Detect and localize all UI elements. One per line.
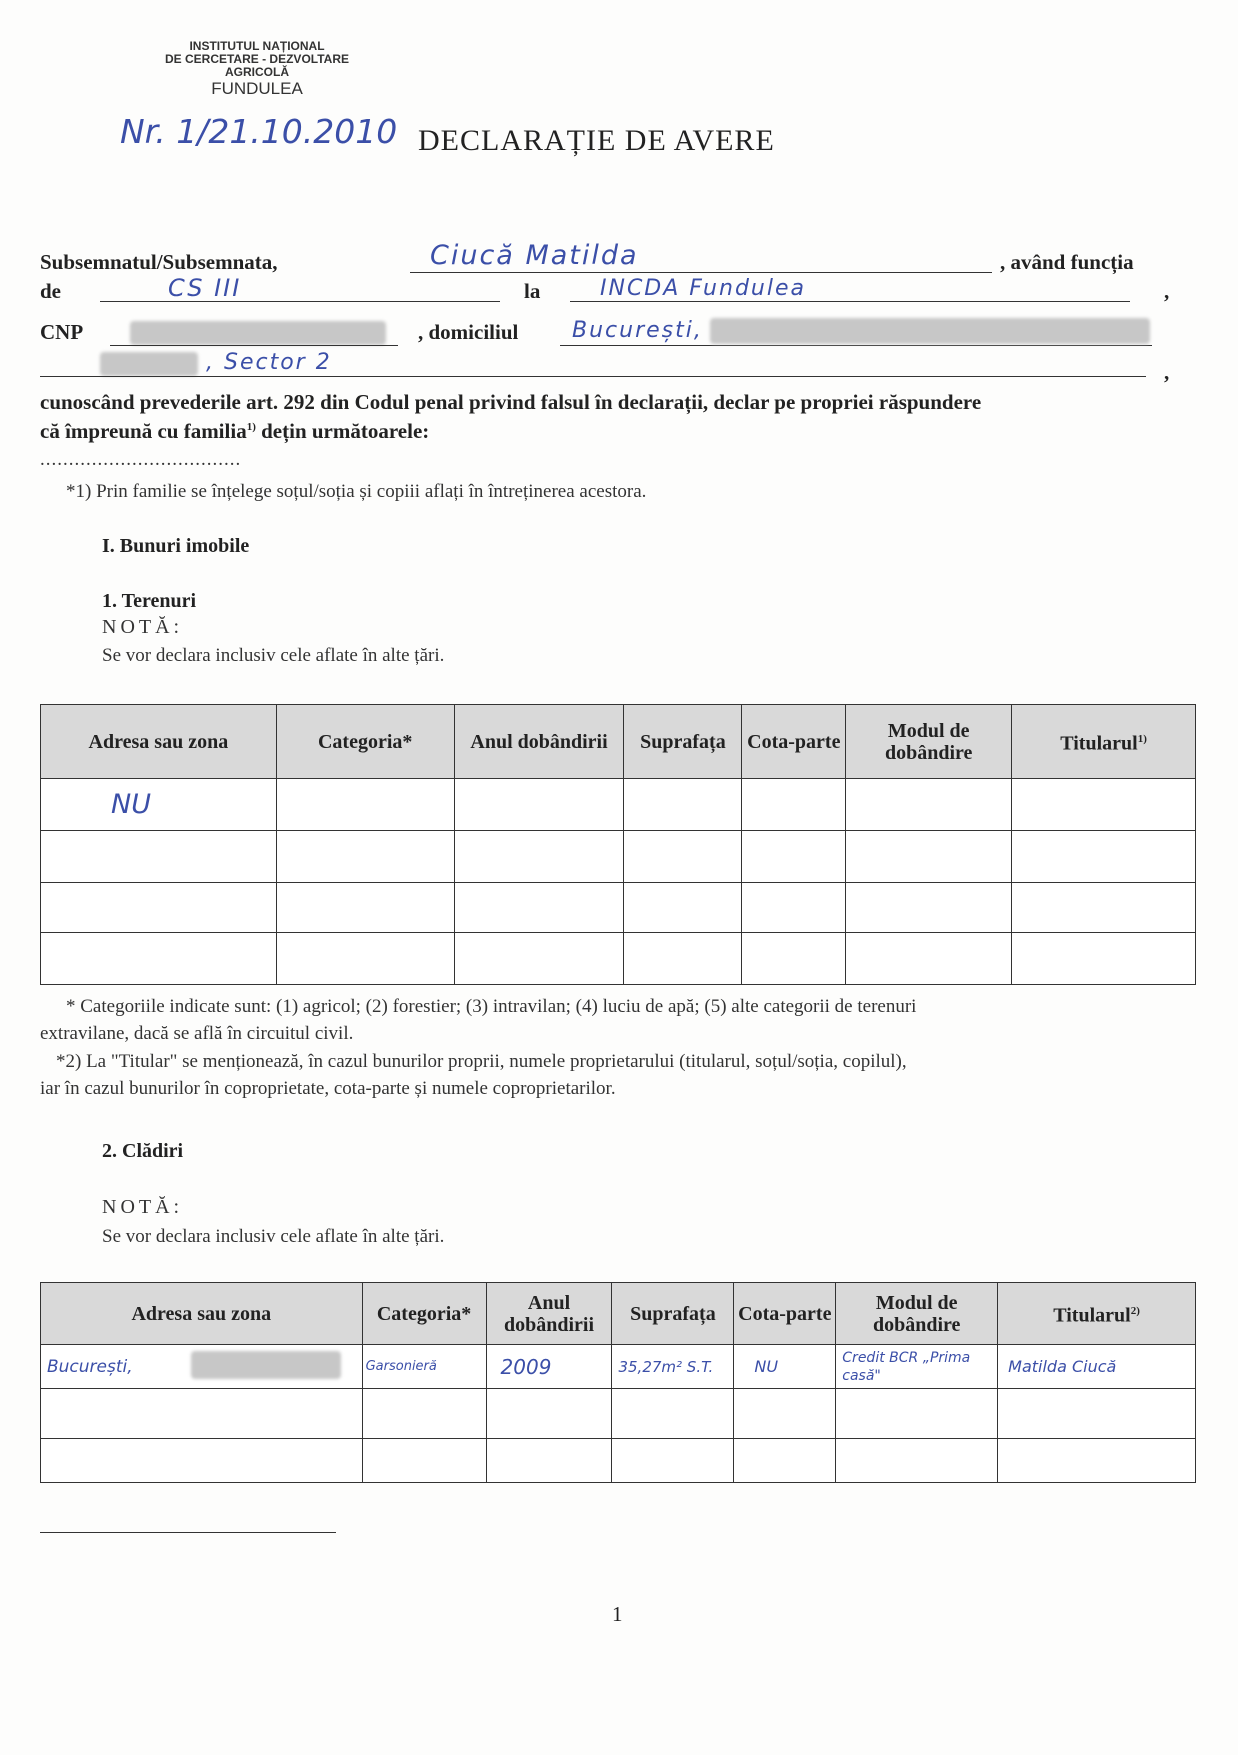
categorii-note-line-2: extravilane, dacă se află în circuitul civil. [40, 1023, 354, 1044]
cladiri-header-row [41, 1283, 1196, 1345]
page-number: 1 [612, 1602, 623, 1626]
table-cell: Matilda Ciucă [998, 1345, 1196, 1389]
intro-paragraph [40, 390, 1200, 444]
stamp-line-2: DE CERCETARE - DEZVOLTARE [164, 52, 349, 66]
header-modul: Modul de dobândire [836, 1283, 998, 1345]
table-cell [276, 779, 454, 831]
table-cell [362, 1439, 486, 1483]
table-cell [41, 933, 277, 985]
stamp-line-3: AGRICOLĂ [225, 65, 289, 79]
header-titularul-text: Titularul [1053, 1304, 1131, 1327]
table-cell [41, 883, 277, 933]
table-cell [612, 1389, 734, 1439]
titular-note-line-2: iar în cazul bunurilor în coproprietate, cota-parte și numele coproprietarilor. [40, 1078, 616, 1099]
header-adresa: Adresa sau zona [41, 705, 277, 779]
header-anul: Anul dobândirii [454, 705, 624, 779]
header-suprafata: Suprafața [624, 705, 742, 779]
nota-label-1: NOTĂ: [102, 616, 184, 638]
table-cell [1012, 933, 1196, 985]
table-cell [836, 1389, 998, 1439]
table-cell [624, 779, 742, 831]
domiciliul-underline [560, 345, 1152, 346]
cladiri-table [40, 1282, 1196, 1483]
institution-stamp [142, 40, 372, 99]
footnote-divider: ................................... [40, 449, 242, 470]
name-value: Ciucă Matilda [430, 240, 639, 271]
table-cell: NU [41, 779, 277, 831]
intro-line-2 [40, 415, 1200, 444]
header-cota-parte: Cota-parte [734, 1283, 836, 1345]
nota-text-2: Se vor declara inclusiv cele aflate în alte țări. [102, 1226, 445, 1247]
address-underline-2 [40, 376, 1146, 377]
table-row [41, 1389, 1196, 1439]
table-cell [624, 883, 742, 933]
name-underline [410, 272, 992, 273]
header-titularul-sup: 1) [1137, 733, 1147, 746]
table-cell [276, 883, 454, 933]
comma-1: , [1164, 279, 1170, 303]
table-cell [41, 831, 277, 883]
table-cell [846, 779, 1012, 831]
cell-adresa-value: București, [47, 1356, 133, 1377]
address-redacted-2 [100, 352, 198, 376]
table-cell [846, 933, 1012, 985]
functia-underline [100, 301, 500, 302]
table-row [41, 831, 1196, 883]
table-row [41, 1345, 1196, 1389]
footer-rule [40, 1532, 336, 1533]
de-label: de [40, 279, 61, 303]
header-titularul [998, 1283, 1196, 1345]
stamp-line-1: INSTITUTUL NAȚIONAL [189, 39, 325, 53]
cnp-underline [110, 345, 398, 346]
table-cell [41, 1389, 363, 1439]
address-redacted [710, 318, 1150, 344]
nota-text-1: Se vor declara inclusiv cele aflate în alte țări. [102, 645, 445, 666]
table-cell [846, 883, 1012, 933]
header-categoria: Categoria* [276, 705, 454, 779]
table-cell: Credit BCR „Prima casă" [836, 1345, 998, 1389]
table-cell [454, 831, 624, 883]
cnp-redacted [130, 321, 386, 345]
registration-number: Nr. 1/21.10.2010 [120, 112, 398, 151]
table-cell: 35,27m² S.T. [612, 1345, 734, 1389]
table-cell [624, 831, 742, 883]
la-label: la [524, 279, 541, 303]
intro-line-2a: că împreună cu familia [40, 419, 247, 443]
table-cell [276, 933, 454, 985]
header-modul: Modul de dobândire [846, 705, 1012, 779]
table-cell [734, 1389, 836, 1439]
header-anul: Anul dobândirii [486, 1283, 612, 1345]
table-cell [454, 883, 624, 933]
table-cell [612, 1439, 734, 1483]
table-cell: NU [734, 1345, 836, 1389]
functia-label: , având funcția [1000, 250, 1134, 274]
comma-2: , [1164, 360, 1170, 384]
address-redacted-3 [191, 1351, 341, 1379]
table-cell [846, 831, 1012, 883]
table-cell [486, 1389, 612, 1439]
table-cell [742, 933, 846, 985]
la-value: INCDA Fundulea [600, 276, 806, 301]
table-cell [742, 883, 846, 933]
table-cell [41, 1439, 363, 1483]
sector-value: , Sector 2 [206, 350, 332, 375]
table-cell [1012, 831, 1196, 883]
table-cell [836, 1439, 998, 1483]
table-cell [454, 779, 624, 831]
subsection-terenuri: 1. Terenuri [102, 590, 197, 612]
cnp-label: CNP [40, 320, 84, 344]
table-cell [998, 1439, 1196, 1483]
table-cell [486, 1439, 612, 1483]
header-adresa: Adresa sau zona [41, 1283, 363, 1345]
domiciliul-label: , domiciliul [418, 320, 519, 344]
header-titularul-sup: 2) [1130, 1305, 1140, 1318]
table-cell [41, 1345, 363, 1389]
terenuri-table [40, 704, 1196, 985]
table-cell [734, 1439, 836, 1483]
table-cell: Garsonieră [362, 1345, 486, 1389]
table-cell [742, 779, 846, 831]
nota-label-2: NOTĂ: [102, 1196, 184, 1218]
header-suprafata: Suprafața [612, 1283, 734, 1345]
header-titularul-text: Titularul [1060, 732, 1138, 755]
categorii-note-line-1: * Categoriile indicate sunt: (1) agricol; (2) forestier; (3) intravilan; (4) luciu de apă; (5) alte categorii de terenuri [66, 996, 917, 1017]
section-heading-bunuri-imobile: I. Bunuri imobile [102, 535, 250, 557]
table-cell: 2009 [486, 1345, 612, 1389]
header-cota-parte: Cota-parte [742, 705, 846, 779]
table-row [41, 933, 1196, 985]
subsemnatul-label: Subsemnatul/Subsemnata, [40, 250, 278, 274]
header-categoria: Categoria* [362, 1283, 486, 1345]
table-cell [624, 933, 742, 985]
footnote-1: *1) Prin familie se înțelege soțul/soția și copiii aflați în întreținerea acestora. [66, 481, 647, 502]
intro-line-2b: dețin următoarele: [255, 419, 430, 443]
table-cell [454, 933, 624, 985]
titular-note-line-1: *2) La "Titular" se menționează, în cazul bunurilor proprii, numele proprietarului (titularul, soțul/soția, copilul), [56, 1051, 907, 1072]
table-cell [1012, 779, 1196, 831]
functia-value: CS III [168, 274, 242, 302]
table-row [41, 1439, 1196, 1483]
table-cell [742, 831, 846, 883]
document-title: DECLARAȚIE DE AVERE [418, 124, 775, 157]
table-cell [998, 1389, 1196, 1439]
header-titularul [1012, 705, 1196, 779]
table-row [41, 779, 1196, 831]
table-cell [362, 1389, 486, 1439]
intro-footnote-ref: 1) [246, 421, 256, 433]
la-underline [570, 301, 1130, 302]
stamp-line-4: FUNDULEA [211, 79, 303, 98]
table-cell [276, 831, 454, 883]
subsection-cladiri: 2. Clădiri [102, 1140, 184, 1162]
domiciliul-value: București, [572, 318, 703, 343]
intro-line-1: cunoscând prevederile art. 292 din Codul penal privind falsul în declarații, declar pe propriei răspundere [40, 390, 982, 414]
table-cell [1012, 883, 1196, 933]
terenuri-header-row [41, 705, 1196, 779]
table-row [41, 883, 1196, 933]
